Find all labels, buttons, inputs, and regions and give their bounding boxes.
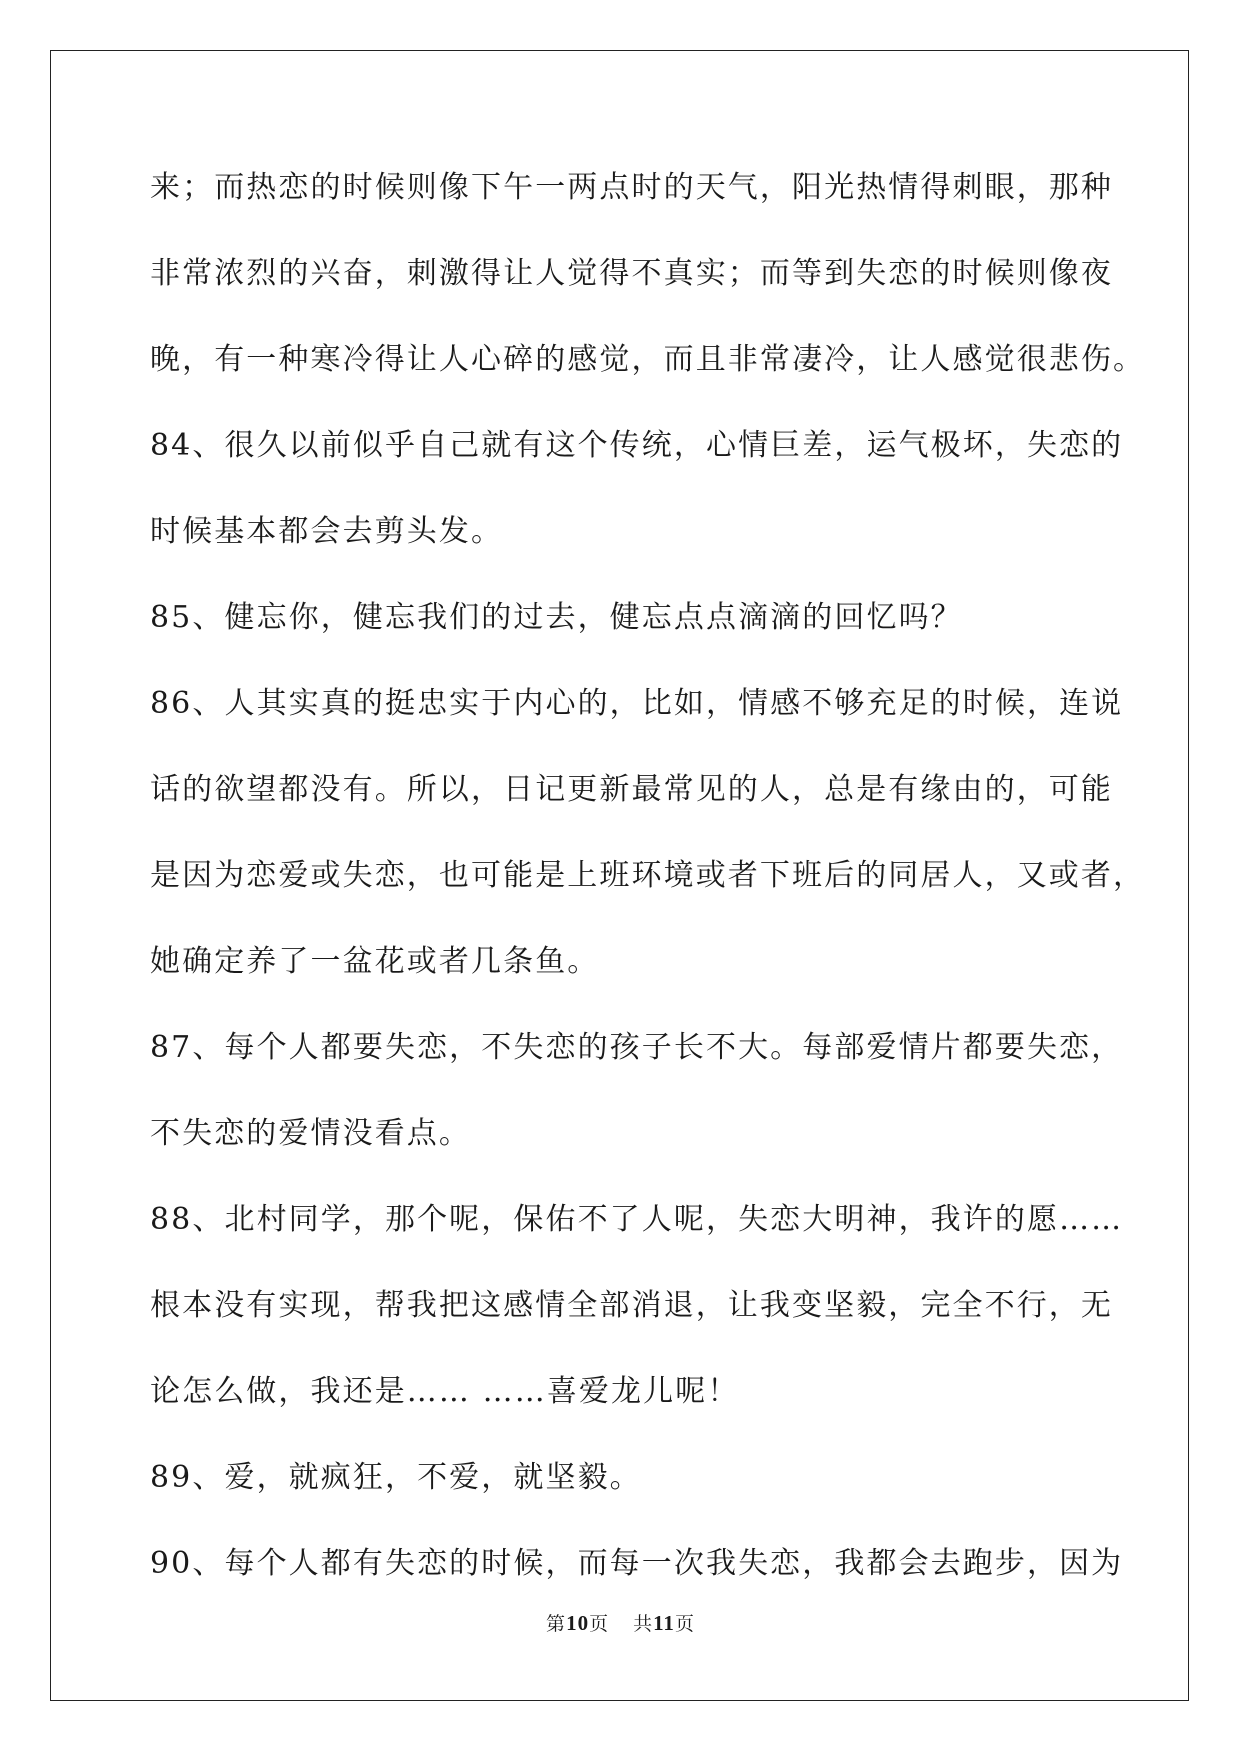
- text-line: 89、爱，就疯狂，不爱，就坚毅。: [150, 1460, 642, 1495]
- page-suffix: 页: [589, 1613, 610, 1635]
- document-body: [150, 158, 1146, 1620]
- text-line: 85、健忘你，健忘我们的过去，健忘点点滴滴的回忆吗？: [150, 600, 963, 635]
- total-prefix: 共: [633, 1613, 654, 1635]
- current-page-number: 10: [566, 1611, 590, 1635]
- page-prefix: 第: [546, 1613, 567, 1635]
- text-line: 非常浓烈的兴奋，刺激得让人觉得不真实；而等到失恋的时候则像夜: [150, 256, 1113, 291]
- text-line: 话的欲望都没有。所以，日记更新最常见的人，总是有缘由的，可能: [150, 772, 1113, 807]
- text-line: 90、每个人都有失恋的时候，而每一次我失恋，我都会去跑步，因为: [150, 1546, 1124, 1581]
- text-line: 时候基本都会去剪头发。: [150, 514, 504, 549]
- page-footer: [0, 1611, 1241, 1636]
- text-line: 论怎么做，我还是…… ……喜爱龙儿呢！: [150, 1374, 740, 1409]
- total-suffix: 页: [674, 1613, 695, 1635]
- total-page-number: 11: [653, 1611, 675, 1635]
- text-line: 来；而热恋的时候则像下午一两点时的天气，阳光热情得刺眼，那种: [150, 170, 1113, 205]
- text-line: 不失恋的爱情没看点。: [150, 1116, 471, 1151]
- text-line: 根本没有实现，帮我把这感情全部消退，让我变坚毅，完全不行，无: [150, 1288, 1113, 1323]
- text-line: 晚，有一种寒冷得让人心碎的感觉，而且非常凄冷，让人感觉很悲伤。: [150, 342, 1146, 377]
- text-line: 88、北村同学，那个呢，保佑不了人呢，失恋大明神，我许的愿……: [150, 1202, 1124, 1237]
- text-line: 84、很久以前似乎自己就有这个传统，心情巨差，运气极坏，失恋的: [150, 428, 1124, 463]
- text-line: 是因为恋爱或失恋，也可能是上班环境或者下班后的同居人，又或者，: [150, 858, 1146, 893]
- text-line: 87、每个人都要失恋，不失恋的孩子长不大。每部爱情片都要失恋，: [150, 1030, 1124, 1065]
- text-line: 她确定养了一盆花或者几条鱼。: [150, 944, 600, 979]
- text-line: 86、人其实真的挺忠实于内心的，比如，情感不够充足的时候，连说: [150, 686, 1124, 721]
